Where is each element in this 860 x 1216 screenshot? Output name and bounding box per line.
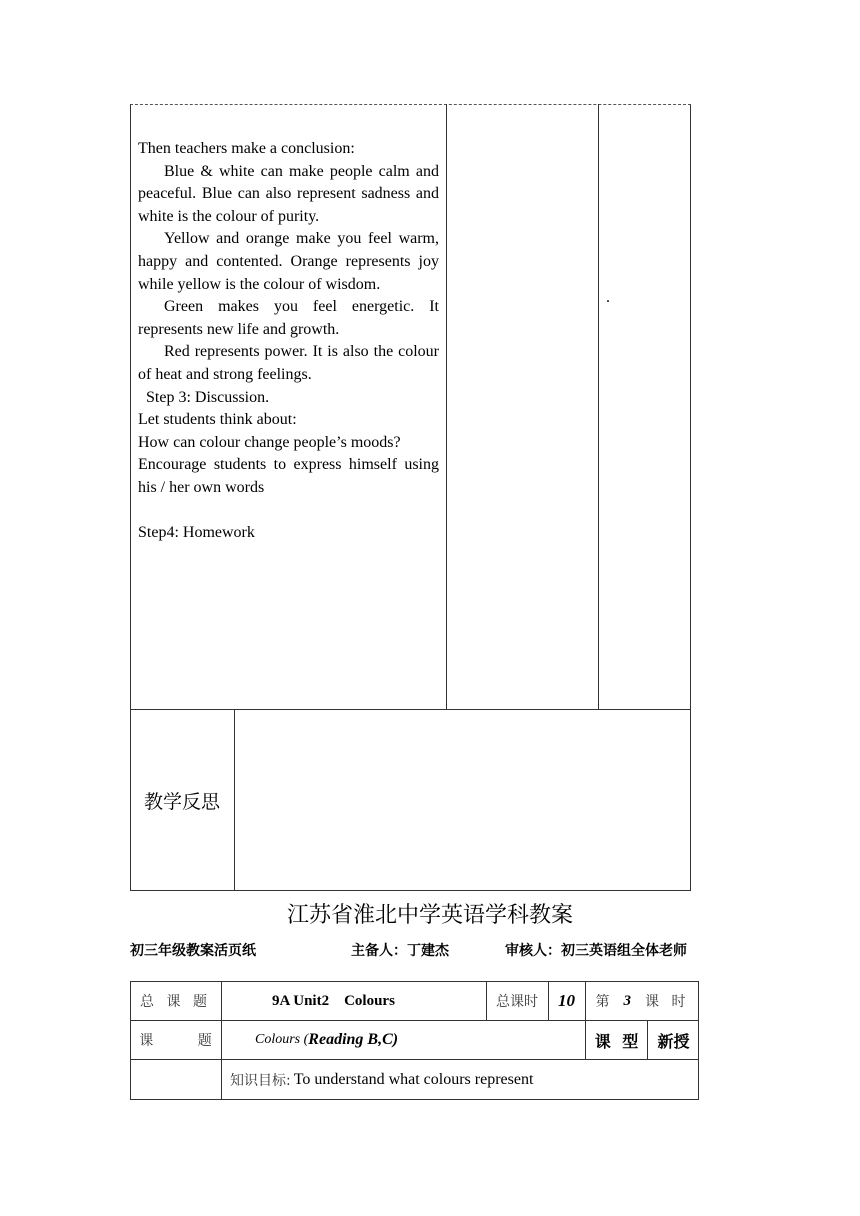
blank-line	[138, 500, 439, 523]
lesson-content	[138, 138, 439, 545]
period-prefix: 第	[595, 994, 610, 1010]
preparer-label: 主备人：丁建杰	[351, 943, 449, 959]
lesson-value-bold: Reading B,C)	[308, 1031, 399, 1048]
document-title: 江苏省淮北中学英语学科教案	[286, 903, 573, 928]
reflection-divider	[234, 709, 235, 891]
encourage-text: Encourage students to express himself using his / her own words	[138, 456, 439, 496]
sheet-label: 初三年级教案活页纸	[130, 943, 256, 959]
objective-label: 知识目标:	[230, 1072, 291, 1089]
side-mark: .	[606, 289, 610, 306]
lesson-table-row-divider	[130, 709, 691, 710]
step4-heading: Step4: Homework	[138, 524, 255, 542]
lesson-table-divider-2	[598, 104, 599, 710]
lesson-table-divider-1	[446, 104, 447, 710]
reflection-label: 教学反思	[143, 791, 220, 813]
yellow-orange-paragraph: Yellow and orange make you feel warm, happy and contented. Orange represents joy while yellow is the colour of wisdom.	[138, 230, 439, 293]
objective-text: To understand what colours represent	[293, 1070, 534, 1088]
red-paragraph: Red represents power. It is also the colour of heat and strong feelings.	[138, 343, 439, 383]
mood-question: How can colour change people’s moods?	[138, 433, 401, 451]
lesson-value	[255, 1020, 398, 1060]
lesson-value-plain: Colours (	[255, 1032, 309, 1047]
think-prompt: Let students think about:	[138, 411, 297, 429]
lesson-label: 课 题	[139, 1033, 212, 1049]
total-periods-label: 总课时	[496, 994, 538, 1010]
topic-label: 总 课 题	[140, 994, 211, 1010]
period-cell	[586, 981, 699, 1021]
conclusion-intro: Then teachers make a conclusion:	[138, 140, 355, 157]
type-label: 课 型	[594, 1031, 639, 1051]
blue-white-paragraph: Blue & white can make people calm and peaceful. Blue can also represent sadness and white is the colour of purity.	[138, 162, 439, 225]
objective-cell	[230, 1059, 533, 1100]
type-value: 新授	[657, 1031, 690, 1051]
step3-heading: Step 3: Discussion.	[146, 388, 270, 406]
info-col-label-divider	[221, 981, 222, 1100]
green-paragraph: Green makes you feel energetic. It represents new life and growth.	[138, 298, 439, 338]
total-periods-value: 10	[558, 991, 575, 1010]
topic-value: 9A Unit2 Colours	[272, 992, 395, 1009]
reviewer-label: 审核人：初三英语组全体老师	[505, 943, 687, 959]
period-value: 3	[623, 992, 632, 1009]
period-suffix: 课 时	[645, 994, 690, 1010]
